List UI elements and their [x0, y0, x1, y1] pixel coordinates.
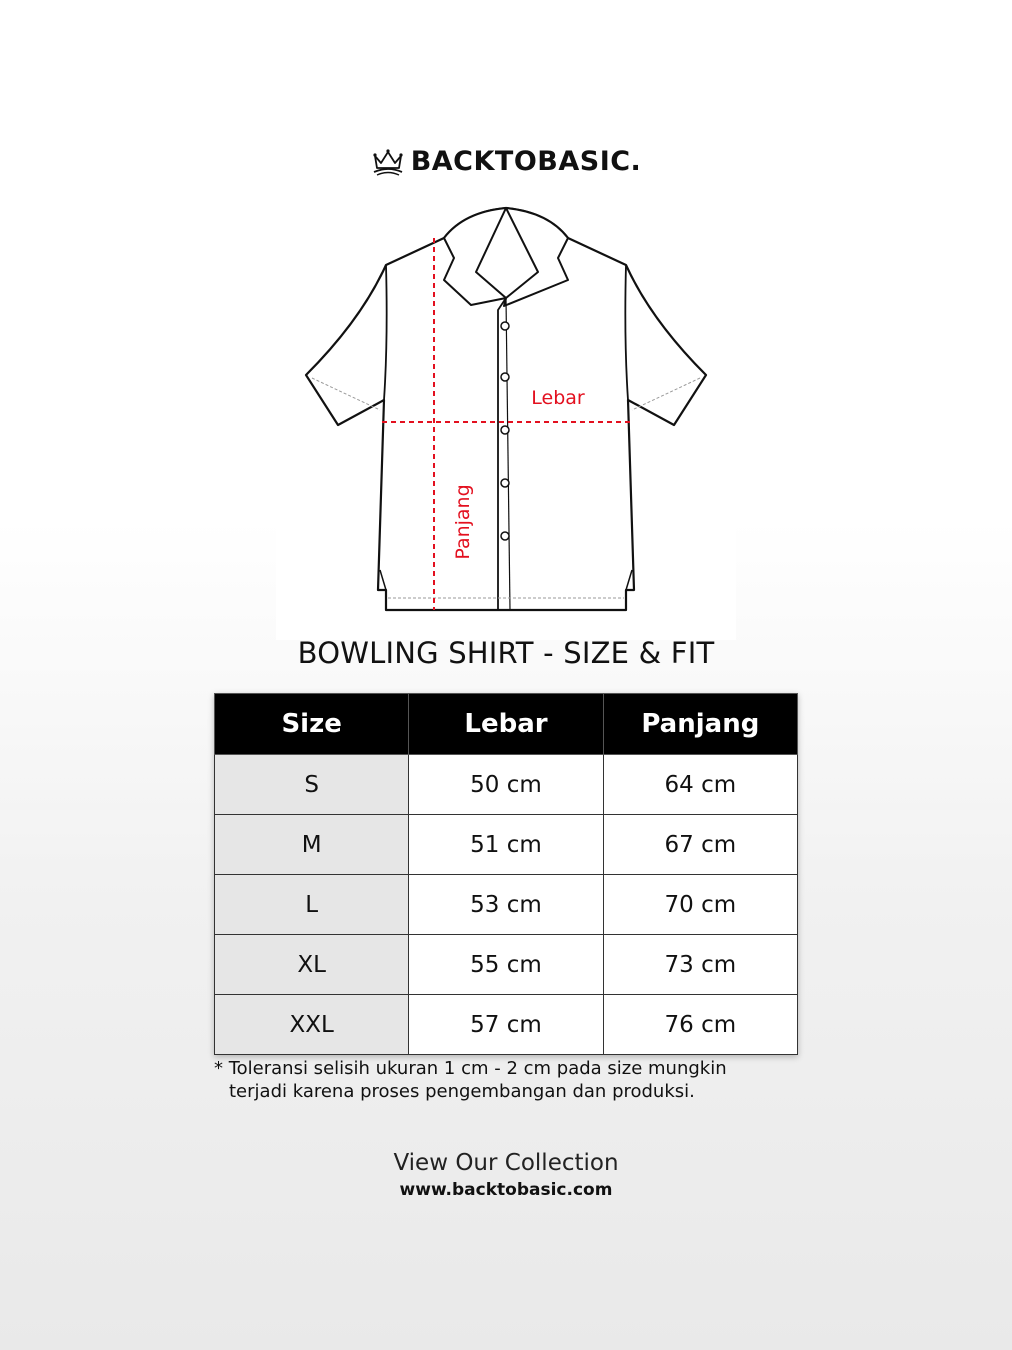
size-cell: XXL: [215, 995, 409, 1055]
header-size: Size: [215, 694, 409, 755]
table-header-row: [215, 694, 798, 755]
header-lebar: Lebar: [409, 694, 603, 755]
table-row: [215, 935, 798, 995]
panjang-cell: 64 cm: [603, 755, 797, 815]
website-link[interactable]: www.backtobasic.com: [399, 1180, 613, 1200]
length-label: Panjang: [452, 484, 474, 560]
size-chart-table: [214, 693, 798, 1055]
view-collection-text: View Our Collection: [393, 1150, 619, 1176]
lebar-cell: 55 cm: [409, 935, 603, 995]
header-panjang: Panjang: [603, 694, 797, 755]
lebar-cell: 51 cm: [409, 815, 603, 875]
size-cell: M: [215, 815, 409, 875]
table-row: [215, 755, 798, 815]
shirt-diagram: [276, 200, 736, 640]
panjang-cell: 70 cm: [603, 875, 797, 935]
lebar-cell: 53 cm: [409, 875, 603, 935]
page-title: BOWLING SHIRT - SIZE & FIT: [297, 636, 715, 670]
size-cell: L: [215, 875, 409, 935]
table-row: [215, 875, 798, 935]
table-row: [215, 815, 798, 875]
width-label: Lebar: [531, 387, 585, 409]
panjang-cell: 67 cm: [603, 815, 797, 875]
brand-name: BACKTOBASIC.: [410, 146, 642, 177]
lebar-cell: 50 cm: [409, 755, 603, 815]
table-row: [215, 995, 798, 1055]
panjang-cell: 76 cm: [603, 995, 797, 1055]
crown-icon: [371, 147, 405, 177]
tolerance-note: [214, 1057, 814, 1103]
brand-header: [0, 146, 1012, 177]
size-cell: S: [215, 755, 409, 815]
panjang-cell: 73 cm: [603, 935, 797, 995]
note-line-2: terjadi karena proses pengembangan dan produksi.: [229, 1081, 695, 1102]
size-cell: XL: [215, 935, 409, 995]
lebar-cell: 57 cm: [409, 995, 603, 1055]
note-line-1: * Toleransi selisih ukuran 1 cm - 2 cm pada size mungkin: [214, 1058, 727, 1079]
